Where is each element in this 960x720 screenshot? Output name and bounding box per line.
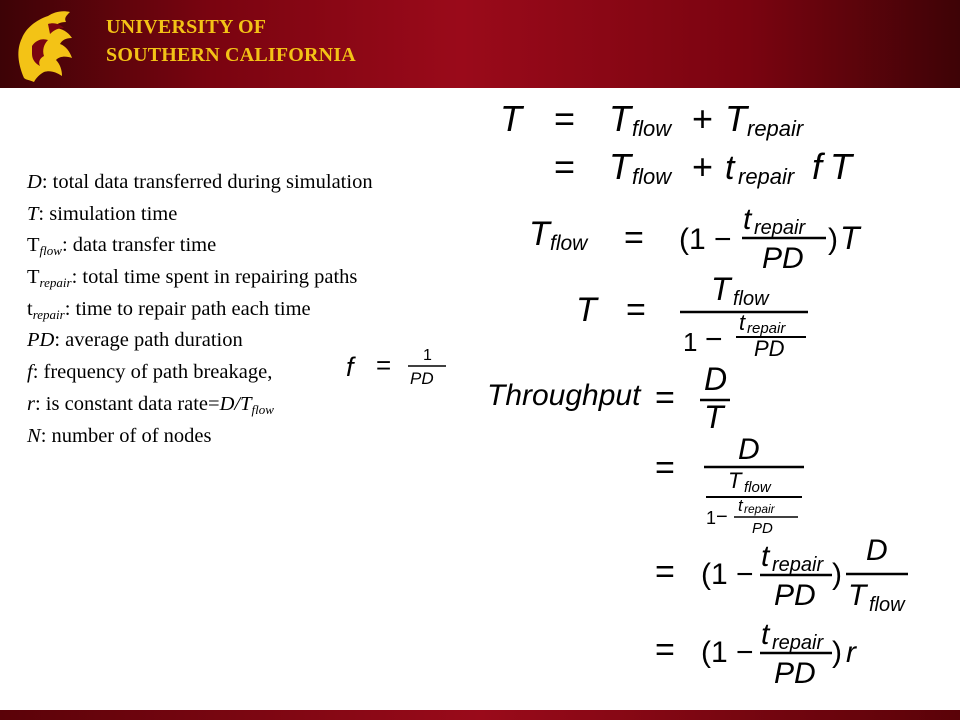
definition-T-flow: $T_{flow}$: data transfer time [27, 234, 217, 259]
svg-text:−: − [705, 323, 723, 356]
svg-text:=: = [624, 219, 644, 257]
footer-bar [0, 710, 960, 720]
svg-text:t: t [761, 618, 770, 651]
definition-T: T: simulation time [27, 202, 178, 225]
definition-T-repair: $T_{repair}$: total time spent in repairing paths [27, 266, 358, 291]
svg-text:T: T [711, 271, 731, 307]
svg-text:flow: flow [744, 479, 771, 496]
eq-line-5 [487, 361, 730, 435]
svg-text:T: T [728, 468, 742, 493]
svg-text:(1 −: (1 − [701, 636, 754, 669]
definition-r: r: is constant data $rate=D/T_{flow}$ [27, 392, 274, 417]
eq-line-7 [655, 534, 908, 616]
svg-text:flow: flow [869, 594, 905, 616]
svg-text:=: = [554, 146, 576, 187]
definition-f: f: frequency of path breakage, [27, 361, 273, 384]
svg-text:=: = [655, 449, 675, 487]
definition-PD: PD: average path duration [27, 329, 243, 352]
svg-text:T: T [725, 98, 747, 139]
numerator-1: 1 [423, 347, 432, 364]
svg-text:flow: flow [733, 288, 769, 310]
svg-text:repair: repair [747, 116, 804, 141]
svg-text:t: t [739, 310, 746, 335]
definition-N: N: number of of nodes [27, 424, 212, 447]
svg-text:PD: PD [754, 336, 785, 361]
svg-text:PD: PD [774, 657, 816, 690]
svg-text:t: t [743, 203, 752, 236]
svg-text:=: = [655, 631, 675, 669]
university-name-line2: SOUTHERN CALIFORNIA [106, 44, 356, 66]
definition-D: D: total data transferred during simulation [27, 171, 373, 193]
header-banner [0, 0, 960, 88]
f-symbol: f [346, 352, 354, 382]
svg-text:t: t [738, 496, 743, 515]
svg-text:r: r [846, 636, 856, 669]
eq-line-1 [500, 98, 805, 141]
svg-text:+: + [692, 146, 714, 187]
svg-text:=: = [655, 379, 675, 417]
svg-text:T: T [609, 146, 631, 187]
svg-text:repair: repair [754, 217, 806, 239]
svg-text:T: T [848, 579, 867, 612]
svg-text:flow: flow [632, 164, 672, 189]
svg-text:repair: repair [738, 164, 795, 189]
svg-text:PD: PD [762, 242, 804, 275]
svg-text:+: + [692, 98, 714, 139]
svg-text:f: f [812, 146, 823, 187]
svg-text:T: T [609, 98, 631, 139]
equals-sign: = [376, 350, 392, 380]
svg-text:T: T [529, 215, 550, 253]
svg-text:t: t [761, 540, 770, 573]
svg-text:1: 1 [706, 508, 717, 528]
eq-line-3 [529, 203, 862, 275]
trojan-head-icon [10, 6, 82, 84]
svg-text:repair: repair [772, 554, 824, 576]
svg-text:(1 −: (1 − [701, 558, 754, 591]
university-name-line1: UNIVERSITY OF [106, 16, 267, 38]
eq-line-6 [655, 433, 804, 537]
svg-text:D: D [704, 361, 728, 397]
svg-text:Throughput: Throughput [487, 379, 641, 412]
svg-text:T: T [576, 291, 597, 329]
svg-text:t: t [725, 149, 735, 187]
formula-stack [480, 90, 960, 700]
svg-text:repair: repair [744, 502, 775, 516]
svg-text:flow: flow [632, 116, 672, 141]
svg-text:−: − [716, 506, 728, 528]
svg-text:=: = [626, 291, 646, 329]
svg-text:flow: flow [550, 232, 588, 255]
svg-text:): ) [832, 636, 842, 669]
eq-line-8 [655, 618, 857, 690]
svg-text:): ) [828, 223, 838, 256]
university-name [106, 13, 356, 69]
eq-line-2 [554, 146, 855, 189]
denominator-PD: PD [410, 369, 434, 388]
svg-text:T: T [840, 220, 860, 256]
formula-f-definition [346, 340, 456, 390]
definitions-list [27, 167, 373, 452]
svg-text:1: 1 [683, 327, 698, 357]
svg-text:T: T [704, 399, 724, 435]
eq-line-4 [576, 271, 808, 361]
svg-text:=: = [655, 553, 675, 591]
svg-text:repair: repair [747, 320, 786, 337]
definition-t-repair: $t_{repair}$: time to repair path each time [27, 297, 311, 322]
svg-text:T: T [500, 98, 522, 139]
svg-text:D: D [866, 534, 888, 567]
svg-text:(1 −: (1 − [679, 223, 732, 256]
svg-text:repair: repair [772, 632, 824, 654]
svg-text:PD: PD [774, 579, 816, 612]
svg-text:PD: PD [752, 520, 773, 537]
svg-text:=: = [554, 98, 576, 139]
svg-text:): ) [832, 558, 842, 591]
svg-text:T: T [830, 146, 852, 187]
svg-text:D: D [738, 433, 760, 466]
